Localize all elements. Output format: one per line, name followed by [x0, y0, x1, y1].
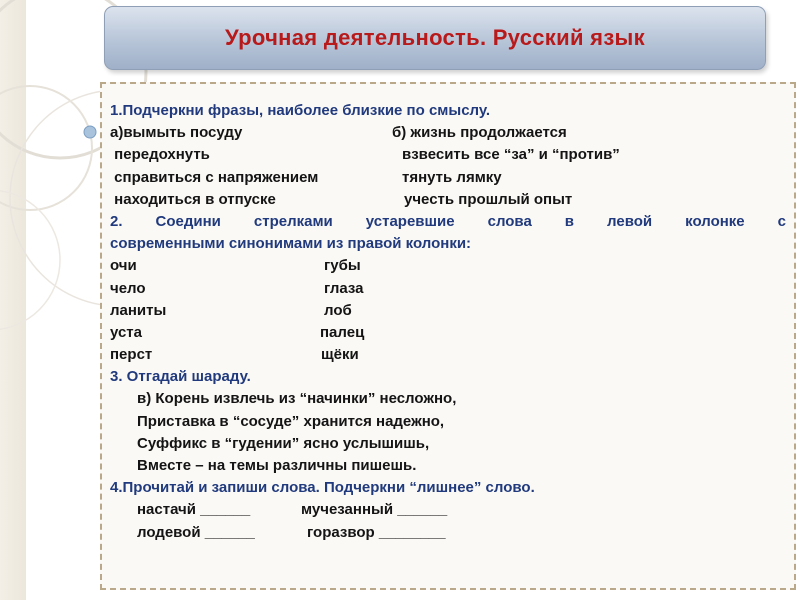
riddle-line: в) Корень извлечь из “начинки” несложно, — [137, 390, 457, 408]
worksheet-content — [110, 100, 786, 544]
task4-row — [110, 522, 786, 544]
task1-heading: 1.Подчеркни фразы, наиболее близкие по смыслу. — [110, 102, 491, 119]
task3-heading: 3. Отгадай шараду. — [110, 368, 251, 386]
task2-left: уста — [110, 323, 142, 341]
task4-row — [110, 499, 786, 521]
task2-heading: 2. Соедини стрелками устаревшие слова в левой колонке с — [110, 212, 786, 230]
task2-row — [110, 322, 786, 344]
task4-word-a: лодевой ______ — [137, 523, 255, 541]
task4-word-a: настачй ______ — [137, 501, 251, 519]
task2-left: чело — [110, 279, 146, 297]
task2-left: очи — [110, 257, 137, 275]
task2-right: глаза — [324, 279, 364, 297]
worksheet-box — [100, 82, 796, 590]
task2-left: перст — [110, 346, 153, 364]
task1-right: взвесить все “за” и “против” — [402, 146, 620, 164]
task1-row — [110, 167, 786, 189]
task1-left: передохнуть — [110, 146, 210, 164]
riddle-line: Суффикс в “гудении” ясно услышишь, — [137, 434, 430, 452]
task2-right: губы — [324, 257, 361, 275]
task2-row — [110, 278, 786, 300]
task1-right: тянуть лямку — [402, 168, 502, 186]
task2-row — [110, 255, 786, 277]
task1-left: находиться в отпуске — [110, 190, 276, 208]
task2-row — [110, 344, 786, 366]
task1-row — [110, 122, 786, 144]
title-banner — [104, 6, 766, 70]
task2-right: лоб — [324, 301, 352, 319]
riddle-line: Приставка в “сосуде” хранится надежно, — [137, 412, 445, 430]
task4-heading: 4.Прочитай и запиши слова. Подчеркни “лишнее” слово. — [110, 479, 535, 497]
task4-word-b: горазвор ________ — [307, 523, 446, 541]
task2-right: щёки — [321, 346, 359, 364]
task2-row — [110, 300, 786, 322]
task4-word-b: мучезанный ______ — [301, 501, 448, 519]
task1-left: справиться с напряжением — [110, 168, 319, 186]
task1-right: учесть прошлый опыт — [404, 190, 573, 208]
task1-row — [110, 189, 786, 211]
page-title: Урочная деятельность. Русский язык — [225, 25, 645, 50]
task1-row — [110, 144, 786, 166]
task2-heading-continued: современными синонимами из правой колонки: — [110, 235, 472, 253]
task1-left: а)вымыть посуду — [110, 124, 243, 142]
task2-right: палец — [320, 323, 365, 341]
task2-left: ланиты — [110, 301, 167, 319]
task1-right: б) жизнь продолжается — [392, 124, 567, 142]
riddle-line: Вместе – на темы различны пишешь. — [137, 457, 417, 475]
